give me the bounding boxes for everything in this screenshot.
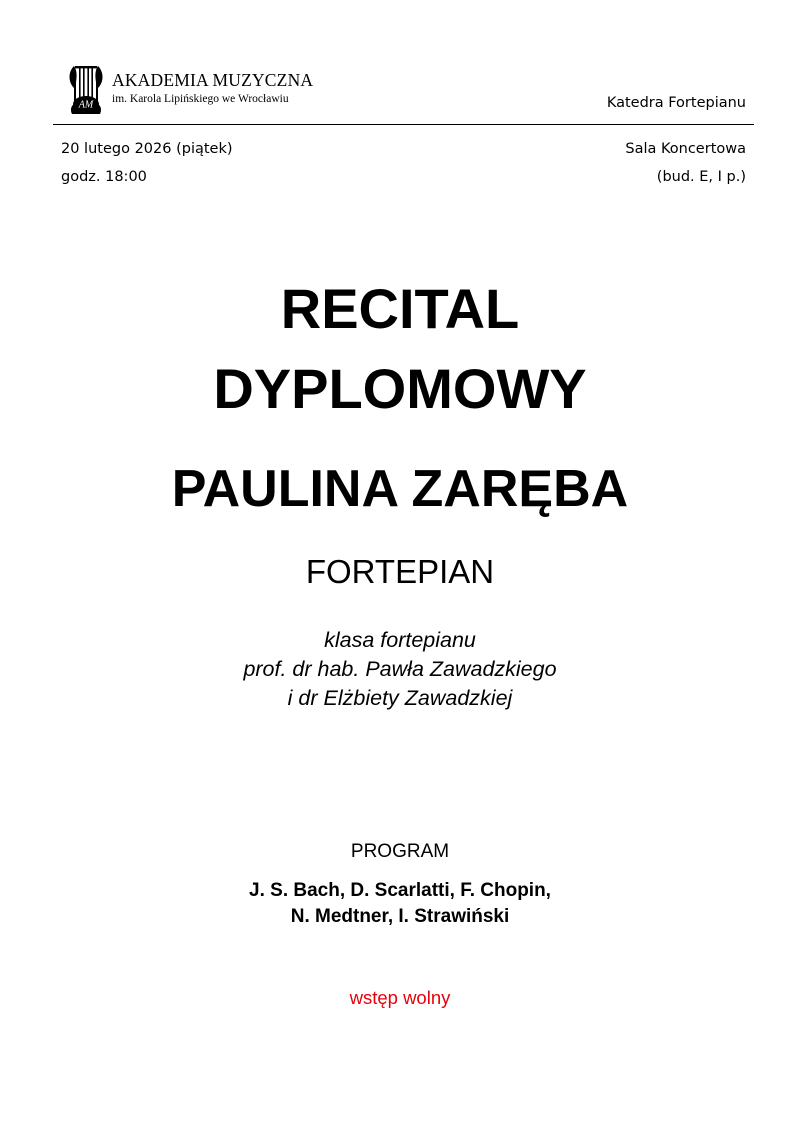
title-line-1: RECITAL — [280, 277, 520, 340]
program-composers — [0, 878, 800, 930]
title-line-2: DYPLOMOWY — [213, 357, 587, 420]
event-date: 20 lutego 2026 (piątek) — [61, 141, 233, 157]
svg-text:AM: AM — [78, 99, 94, 111]
event-time: godz. 18:00 — [61, 169, 147, 185]
teacher-class — [0, 626, 800, 713]
academy-name: AKADEMIA MUZYCZNA — [112, 70, 314, 90]
free-admission-note: wstęp wolny — [349, 987, 451, 1008]
class-label: klasa fortepianu — [324, 628, 476, 652]
venue-detail: (bud. E, I p.) — [656, 169, 746, 185]
academy-logo — [66, 60, 316, 118]
event-venue — [625, 135, 746, 191]
program-heading: PROGRAM — [350, 841, 450, 862]
instrument: FORTEPIAN — [305, 553, 495, 590]
performer-name: PAULINA ZARĘBA — [171, 460, 629, 518]
event-datetime — [61, 135, 233, 191]
header-divider — [53, 124, 754, 125]
composers-line-1: J. S. Bach, D. Scarlatti, F. Chopin, — [249, 880, 551, 901]
lyre-logo-icon — [66, 60, 106, 118]
academy-subtitle: im. Karola Lipińskiego we Wrocławiu — [112, 93, 289, 105]
department-name: Katedra Fortepianu — [606, 95, 746, 111]
composers-line-2: N. Medtner, I. Strawiński — [290, 906, 510, 927]
venue-name: Sala Koncertowa — [625, 141, 746, 157]
teacher-secondary: i dr Elżbiety Zawadzkiej — [287, 686, 513, 710]
teacher-primary: prof. dr hab. Pawła Zawadzkiego — [243, 657, 557, 681]
